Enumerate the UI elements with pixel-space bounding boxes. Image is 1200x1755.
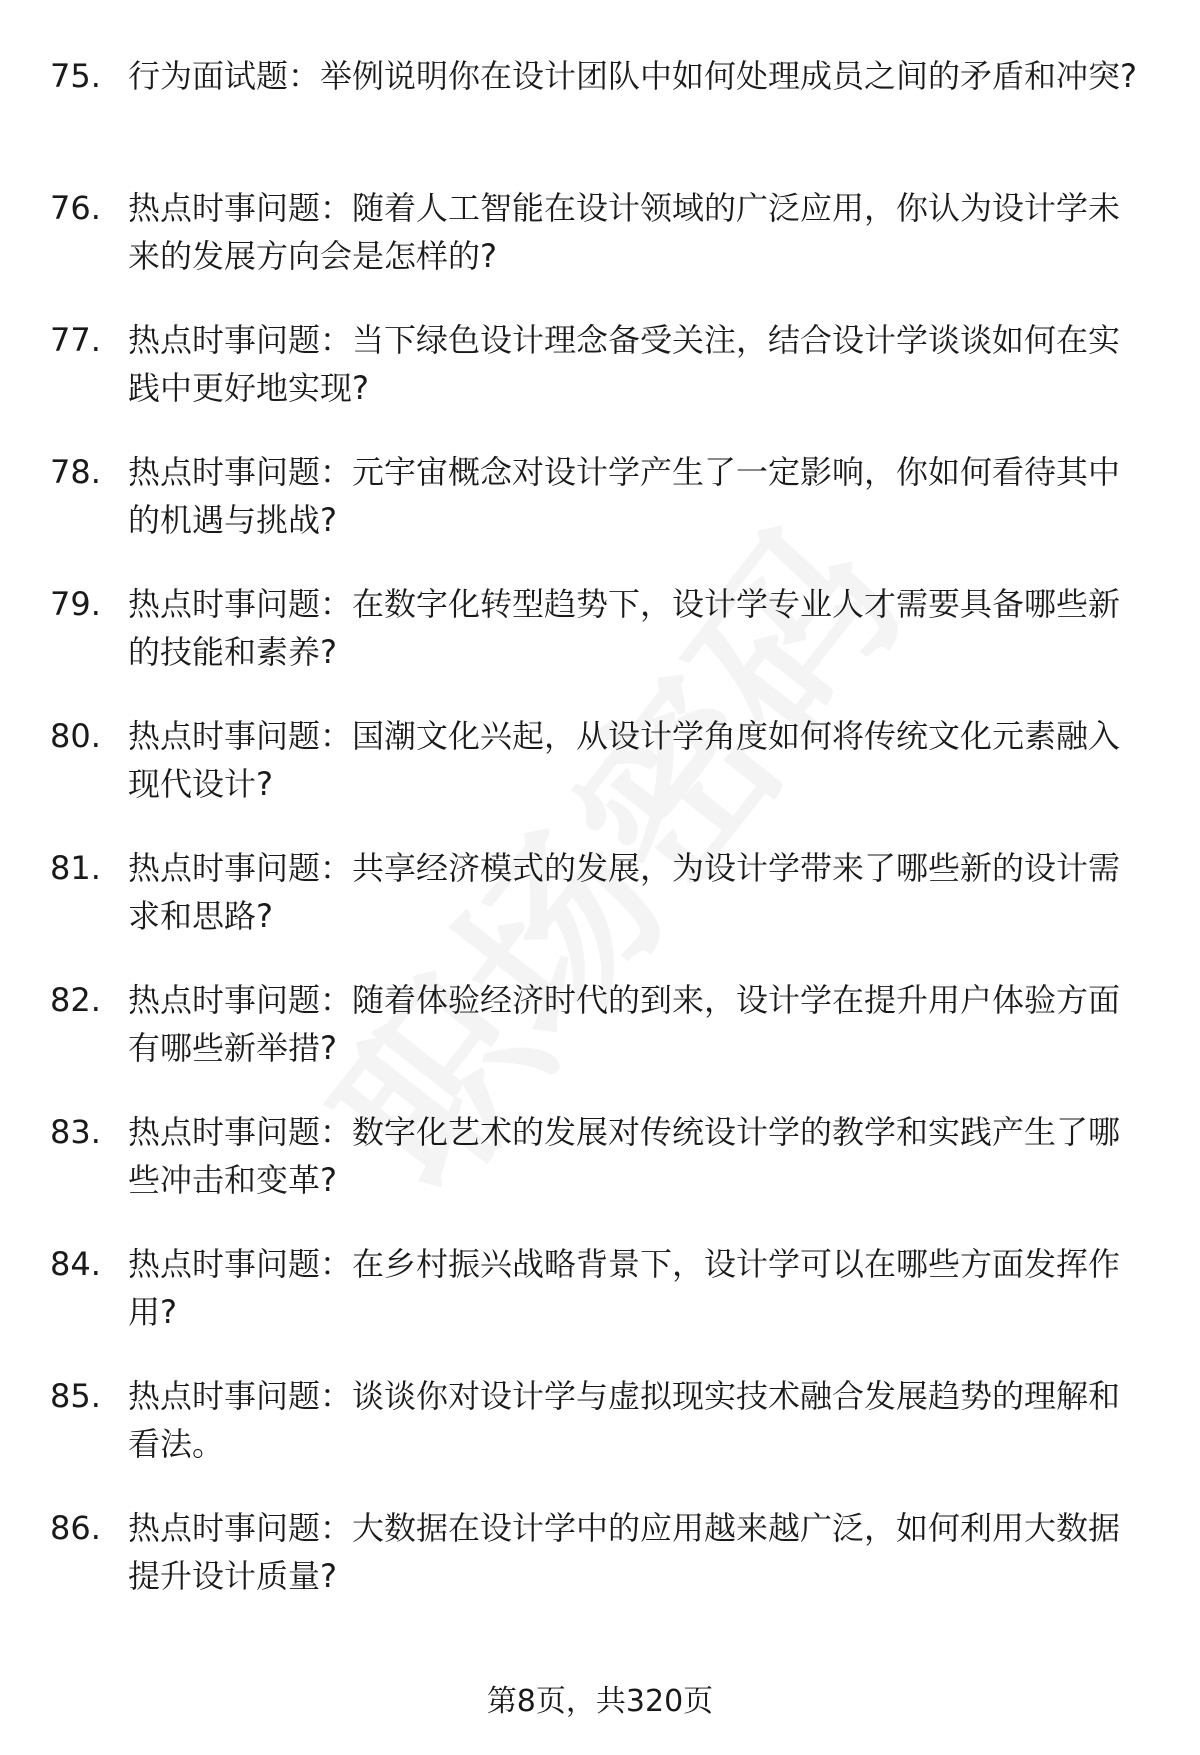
question-number: 76. bbox=[50, 189, 101, 227]
question-number: 86. bbox=[50, 1509, 101, 1547]
question-text: 热点时事问题：国潮文化兴起，从设计学角度如何将传统文化元素融入现代设计? bbox=[128, 717, 1121, 803]
question-number: 85. bbox=[50, 1377, 101, 1415]
list-item bbox=[50, 1372, 1140, 1504]
list-item bbox=[50, 52, 1140, 184]
list-item bbox=[50, 184, 1140, 316]
question-number: 81. bbox=[50, 849, 101, 887]
question-number: 78. bbox=[50, 453, 101, 491]
question-number: 79. bbox=[50, 585, 101, 623]
question-number: 82. bbox=[50, 981, 101, 1019]
list-item bbox=[50, 712, 1140, 844]
question-text: 热点时事问题：谈谈你对设计学与虚拟现实技术融合发展趋势的理解和看法。 bbox=[128, 1377, 1121, 1463]
list-item bbox=[50, 1504, 1140, 1636]
question-number: 84. bbox=[50, 1245, 101, 1283]
question-list bbox=[50, 52, 1140, 1636]
list-item bbox=[50, 976, 1140, 1108]
question-text: 热点时事问题：随着体验经济时代的到来，设计学在提升用户体验方面有哪些新举措? bbox=[128, 981, 1121, 1067]
list-item bbox=[50, 316, 1140, 448]
question-text: 热点时事问题：数字化艺术的发展对传统设计学的教学和实践产生了哪些冲击和变革? bbox=[128, 1113, 1121, 1199]
question-text: 热点时事问题：在乡村振兴战略背景下，设计学可以在哪些方面发挥作用? bbox=[128, 1245, 1121, 1331]
question-text: 热点时事问题：元宇宙概念对设计学产生了一定影响，你如何看待其中的机遇与挑战? bbox=[128, 453, 1121, 539]
list-item bbox=[50, 1240, 1140, 1372]
question-text: 热点时事问题：在数字化转型趋势下，设计学专业人才需要具备哪些新的技能和素养? bbox=[128, 585, 1121, 671]
question-text: 热点时事问题：当下绿色设计理念备受关注，结合设计学谈谈如何在实践中更好地实现? bbox=[128, 321, 1121, 407]
page-number-footer: 第8页，共320页 bbox=[486, 1684, 714, 1719]
list-item bbox=[50, 448, 1140, 580]
question-text: 热点时事问题：随着人工智能在设计领域的广泛应用，你认为设计学未来的发展方向会是怎样的? bbox=[128, 189, 1121, 275]
question-text: 行为面试题：举例说明你在设计团队中如何处理成员之间的矛盾和冲突? bbox=[128, 57, 1137, 95]
question-text: 热点时事问题：共享经济模式的发展，为设计学带来了哪些新的设计需求和思路? bbox=[128, 849, 1121, 935]
question-number: 77. bbox=[50, 321, 101, 359]
question-number: 83. bbox=[50, 1113, 101, 1151]
list-item bbox=[50, 580, 1140, 712]
list-item bbox=[50, 844, 1140, 976]
list-item bbox=[50, 1108, 1140, 1240]
question-text: 热点时事问题：大数据在设计学中的应用越来越广泛，如何利用大数据提升设计质量? bbox=[128, 1509, 1121, 1595]
question-number: 75. bbox=[50, 57, 101, 95]
question-number: 80. bbox=[50, 717, 101, 755]
